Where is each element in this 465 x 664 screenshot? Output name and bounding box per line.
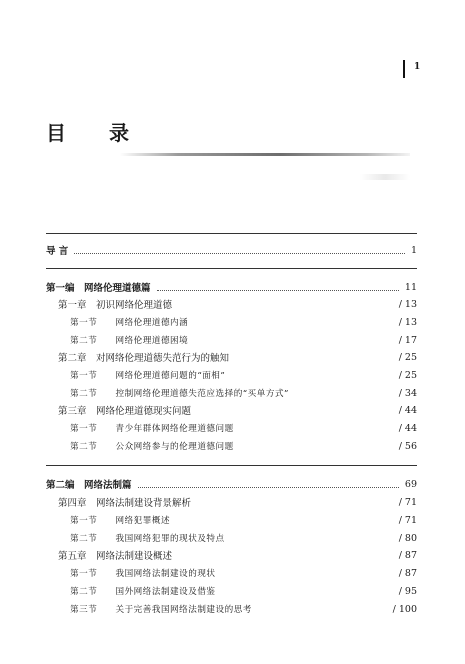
- toc-entry-label: 第一节 我国网络法制建设的现状: [70, 569, 216, 579]
- toc-entry-page: / 44: [398, 404, 417, 416]
- toc-entry-label: 第一节 网络伦理道德内涵: [70, 318, 189, 328]
- toc-entry-chapter: [58, 349, 417, 365]
- toc-entry-chapter: [58, 547, 417, 563]
- toc-leader-dots: [157, 290, 399, 291]
- toc-entry-part: [46, 279, 417, 295]
- toc-leader-dots: [74, 253, 405, 254]
- toc-entry-section: [70, 332, 417, 348]
- toc-entry-label: 第五章 网络法制建设概述: [58, 551, 173, 562]
- toc-entry-chapter: [58, 296, 417, 312]
- toc-entry-page: / 34: [398, 387, 417, 399]
- toc-entry-section: [70, 385, 417, 401]
- part-divider-rule: [46, 268, 417, 269]
- part-divider-rule: [46, 465, 417, 466]
- toc-entry-page: / 87: [398, 549, 417, 561]
- toc-entry-page: / 13: [398, 298, 417, 310]
- toc-entry-page: / 95: [398, 585, 417, 597]
- page-number-bar: [403, 60, 405, 78]
- toc-entry-section: [70, 367, 417, 383]
- toc-entry-part: [46, 476, 417, 492]
- toc-entry-intro: [46, 242, 417, 258]
- toc-entry-section: [70, 420, 417, 436]
- toc-entry-label: 第二编 网络法制篇: [46, 480, 132, 491]
- toc-entry-page: / 17: [398, 334, 417, 346]
- toc-entry-section: [70, 601, 417, 617]
- toc-entry-page: / 100: [392, 603, 417, 615]
- toc-entry-label: 第二节 我国网络犯罪的现状及特点: [70, 534, 225, 544]
- toc-entry-page: / 71: [398, 496, 417, 508]
- toc-entry-page: / 71: [398, 514, 417, 526]
- toc-entry-label: 第一节 网络伦理道德问题的“面相”: [70, 371, 226, 381]
- toc-entry-page: / 87: [398, 567, 417, 579]
- toc-entry-label: 第一章 初识网络伦理道德: [58, 300, 173, 311]
- toc-entry-section: [70, 438, 417, 454]
- toc-entry-page: / 25: [398, 369, 417, 381]
- toc-entry-page: / 13: [398, 316, 417, 328]
- toc-entry-page: / 25: [398, 351, 417, 363]
- toc-entry-label: 第四章 网络法制建设背景解析: [58, 498, 192, 509]
- toc-entry-section: [70, 565, 417, 581]
- toc-entry-page: / 80: [398, 532, 417, 544]
- toc-entry-label: 第二节 网络伦理道德困境: [70, 336, 189, 346]
- toc-entry-label: 第一节 网络犯罪概述: [70, 516, 171, 526]
- toc-entry-label: 第一节 青少年群体网络伦理道德问题: [70, 424, 234, 434]
- toc-entry-chapter: [58, 494, 417, 510]
- page-title: 目 录: [46, 121, 147, 145]
- toc-entry-section: [70, 314, 417, 330]
- toc-entry-page: / 44: [398, 422, 417, 434]
- toc-entry-chapter: [58, 402, 417, 418]
- title-rule-shadow: [360, 174, 410, 180]
- toc-entry-page: 11: [404, 281, 417, 293]
- toc-entry-section: [70, 530, 417, 546]
- toc-entry-label: 第二节 国外网络法制建设及借鉴: [70, 587, 216, 597]
- toc-entry-page: / 56: [398, 440, 417, 452]
- toc-entry-label: 第二节 公众网络参与的伦理道德问题: [70, 442, 234, 452]
- toc-entry-page: 69: [404, 478, 417, 490]
- toc-entry-label: 第二章 对网络伦理道德失范行为的触知: [58, 353, 230, 364]
- title-rule: [120, 153, 410, 156]
- toc-entry-page: 1: [410, 244, 417, 256]
- toc-entry-label: 导 言: [46, 246, 69, 257]
- toc-leader-dots: [138, 487, 399, 488]
- page-number: 1: [414, 62, 421, 72]
- toc-entry-label: 第一编 网络伦理道德篇: [46, 283, 151, 294]
- toc-entry-label: 第二节 控制网络伦理道德失范应选择的“买单方式”: [70, 389, 289, 399]
- toc-entry-section: [70, 583, 417, 599]
- toc-entry-label: 第三节 关于完善我国网络法制建设的思考: [70, 605, 252, 615]
- toc-top-rule: [46, 233, 417, 234]
- toc-entry-section: [70, 512, 417, 528]
- toc-entry-label: 第三章 网络伦理道德现实问题: [58, 406, 192, 417]
